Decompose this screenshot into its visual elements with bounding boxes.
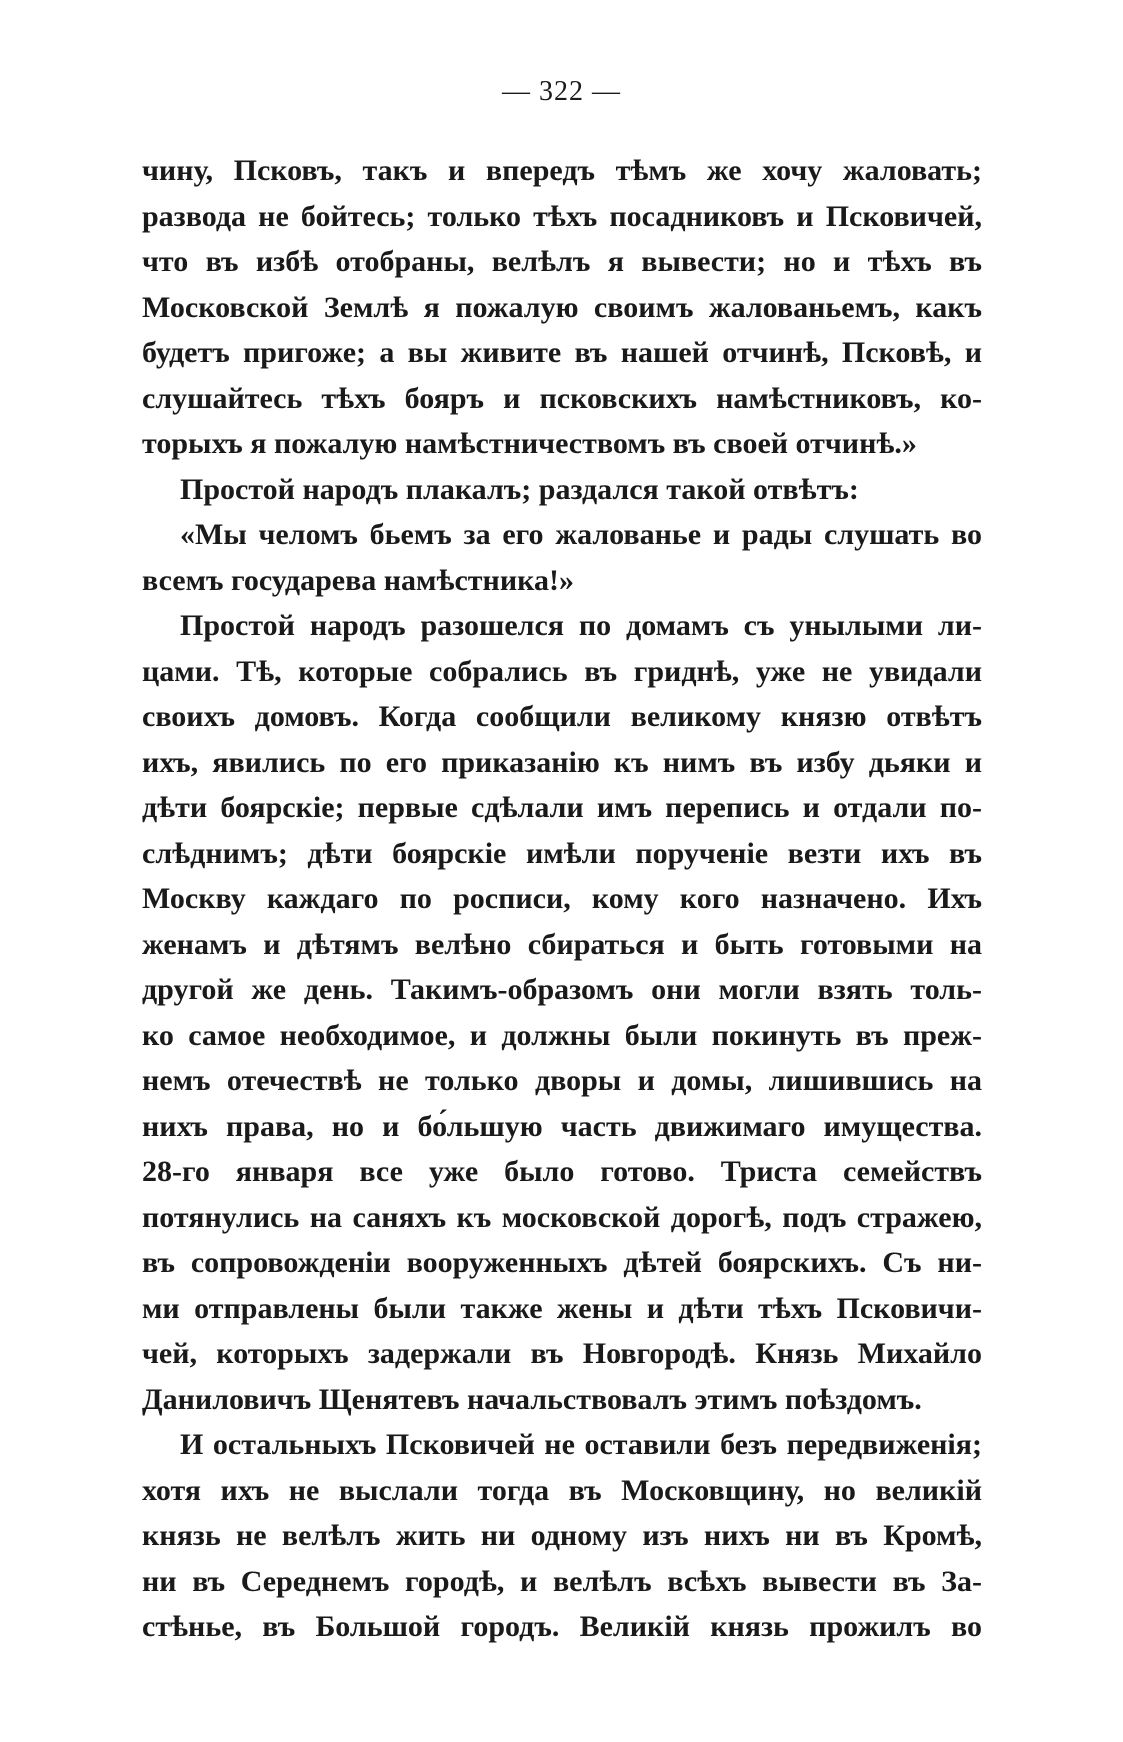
text-line: дѣти боярскіе; первые сдѣлали имъ перепись и отдали по- [142, 791, 982, 824]
text-line: всемъ государева намѣстника!» [142, 563, 574, 597]
text-line: чей, которыхъ задержали въ Новгородѣ. Князь Михайло [142, 1337, 982, 1370]
text-line: хотя ихъ не выслали тогда въ Московщину, но великій [142, 1473, 982, 1507]
text-line: слушайтесь тѣхъ бояръ и псковскихъ намѣстниковъ, ко- [142, 381, 982, 415]
text-line: будетъ пригоже; а вы живите въ нашей отчинѣ, Псковѣ, и [142, 336, 982, 369]
text-line: торыхъ я пожалую намѣстничествомъ въ своей отчинѣ.» [142, 427, 917, 460]
text-line: развода не бойтесь; только тѣхъ посадниковъ и Псковичей, [142, 199, 982, 233]
text-line: своихъ домовъ. Когда сообщили великому князю отвѣтъ [142, 700, 982, 733]
page-number: — 322 — [502, 76, 621, 107]
text-line: слѣднимъ; дѣти боярскіе имѣли порученіе везти ихъ въ [142, 836, 982, 870]
text-line: женамъ и дѣтямъ велѣно сбираться и быть готовыми на [142, 927, 982, 961]
text-line: чину, Псковъ, такъ и впередъ тѣмъ же хочу жаловать; [142, 154, 982, 187]
text-line: въ сопровожденіи вооруженныхъ дѣтей боярскихъ. Съ ни- [142, 1246, 982, 1279]
text-line: ми отправлены были также жены и дѣти тѣхъ Псковичи- [142, 1291, 982, 1325]
text-line: другой же день. Такимъ-образомъ они могли взять толь- [142, 973, 982, 1006]
text-line: И остальныхъ Псковичей не оставили безъ передвиженія; [180, 1428, 982, 1461]
text-line: 28-го января все уже было готово. Триста семействъ [142, 1155, 982, 1188]
text-line: стѣнье, въ Большой городъ. Великій князь прожилъ во [142, 1610, 982, 1643]
text-line: князь не велѣлъ жить ни одному изъ нихъ ни въ Кромѣ, [142, 1519, 982, 1552]
text-line: Москву каждаго по росписи, кому кого назначено. Ихъ [142, 882, 982, 915]
text-line: немъ отечествѣ не только дворы и домы, лишившись на [142, 1064, 982, 1097]
text-line: цами. Тѣ, которые собрались въ гриднѣ, уже не увидали [142, 654, 982, 688]
text-line: ихъ, явились по его приказанію къ нимъ въ избу дьяки и [142, 745, 982, 779]
text-line: что въ избѣ отобраны, велѣлъ я вывести; но и тѣхъ въ [142, 245, 982, 278]
text-line: Простой народъ плакалъ; раздался такой отвѣтъ: [180, 472, 859, 506]
text-line: потянулись на саняхъ къ московской дорогѣ, подъ стражею, [142, 1200, 982, 1234]
text-line: ко самое необходимое, и должны были покинуть въ преж- [142, 1018, 982, 1052]
text-line: Даниловичъ Щенятевъ начальствовалъ этимъ поѣздомъ. [142, 1382, 922, 1416]
text-line: ни въ Середнемъ городѣ, и велѣлъ всѣхъ вывести въ За- [142, 1564, 982, 1598]
text-line: Простой народъ разошелся по домамъ съ унылыми ли- [180, 609, 982, 642]
text-line: «Мы челомъ бьемъ за его жалованье и рады слушать во [180, 518, 982, 551]
text-line: Московской Землѣ я пожалую своимъ жалованьемъ, какъ [142, 290, 982, 324]
body-text [142, 148, 982, 1650]
text-line: нихъ права, но и бо́льшую часть движимаго имущества. [142, 1109, 982, 1143]
